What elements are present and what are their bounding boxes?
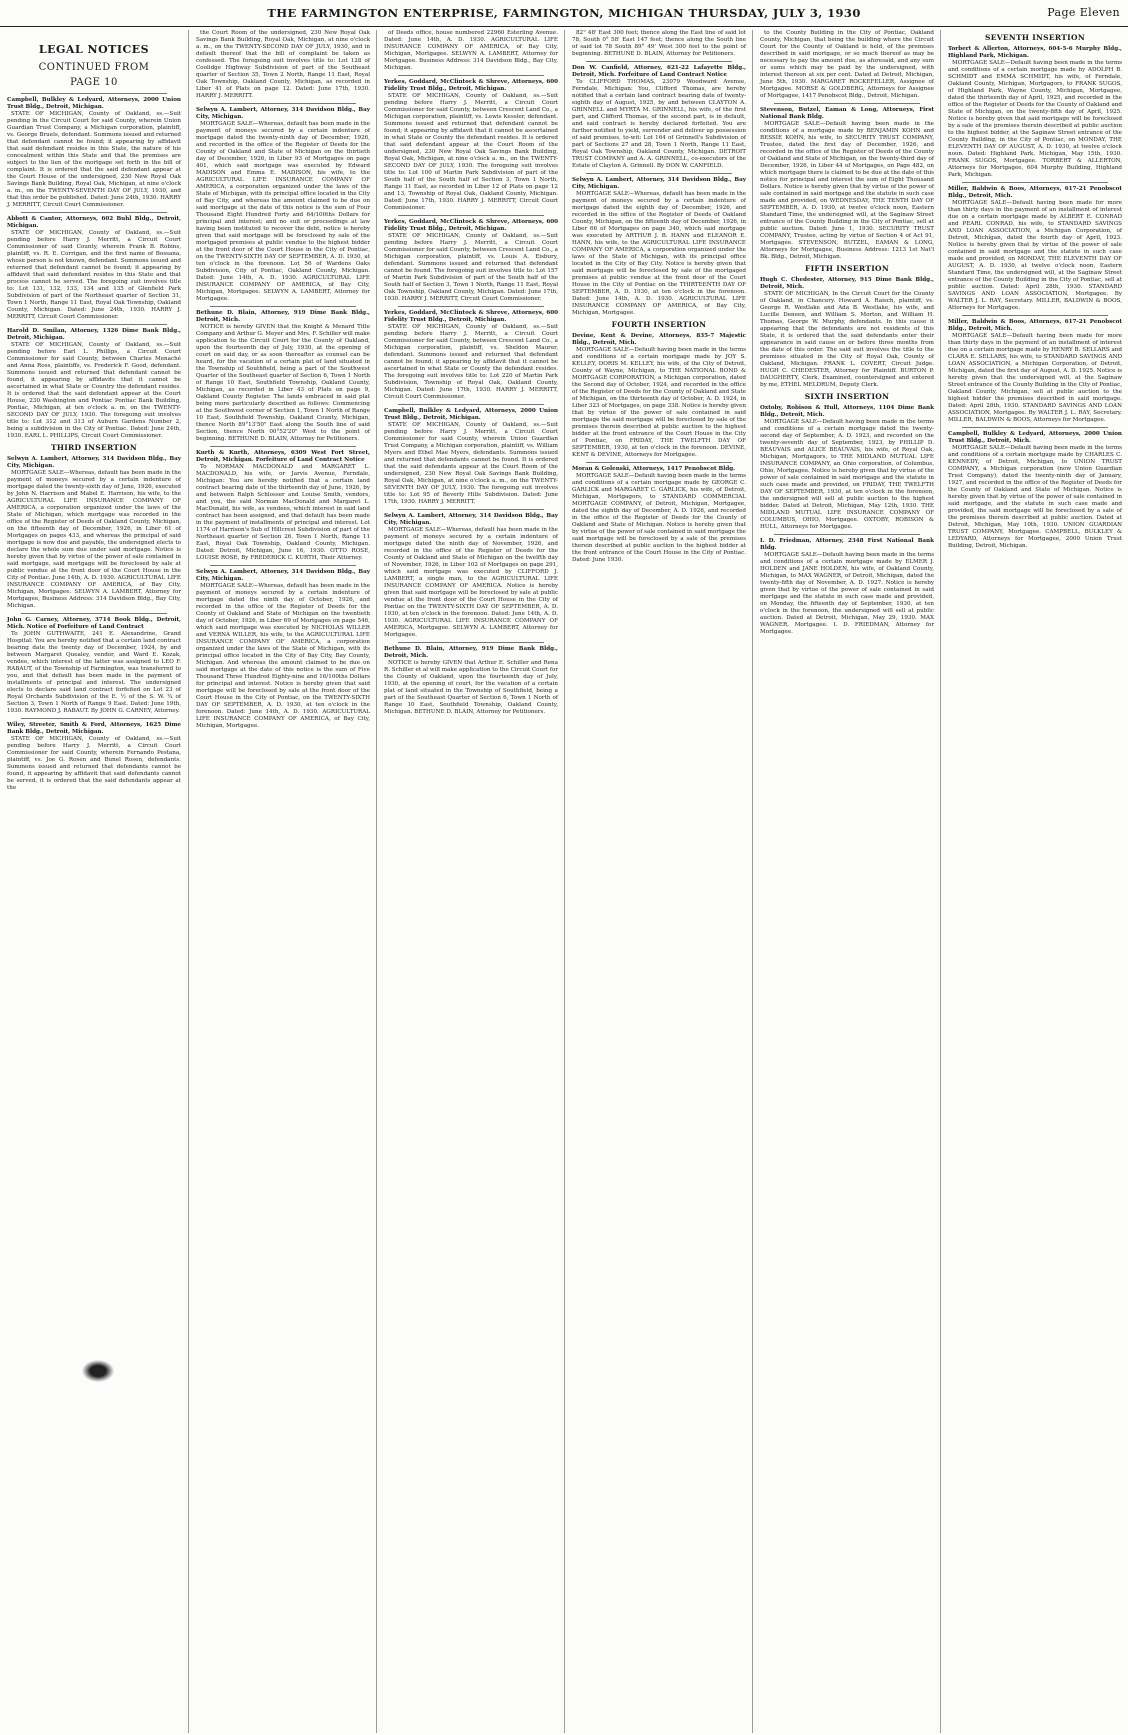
notice-attorney: Campbell, Bulkley & Ledyard, Attorneys, 2000 Union Trust Bldg., Detroit, Michigan. (7, 97, 181, 110)
notice-body: To JOHN GUTHWAITE, 241 E. Alexandrine, Grand Hospital: You are hereby notified that a certain land contract bearing date the twenty day of December, 1924, by and between Margaret Quealey, vendor, and Ward E. Kozak, vendee, which interest of the latter was assigned to LEO F. RABAUT, of the Township of Farmington, was transferred to you, and that default has been made in the payment of installments of principal and interest. The undersigned elects to declare said land contract forfeited on Lot 23 of Royal Orchards Subdivision of the E. ½ of the S. W. ¼ of Section 3, Town 1 North of Range 9 East. Dated: June 19th, 1930. RAYMOND J. RABAUT. By JOHN G. CARNEY, Attorney. (7, 631, 181, 714)
divider (398, 306, 544, 307)
notice-attorney: Moran & Golenski, Attorneys, 1417 Penobscot Bldg. (572, 466, 736, 472)
notice-attorney: Stevenson, Butzel, Eaman & Long, Attorneys, First National Bank Bldg. (760, 107, 934, 120)
insertion-heading: SEVENTH INSERTION (985, 33, 1085, 42)
section-title: LEGAL NOTICES (38, 43, 150, 56)
notice-body: 82° 48' East 300 feet; thence along the East line of said lot 78, South 0° 58' East 147 feet; thence along the South line of said lot 78 South 89° 49' West 300 feet to the point of beginning. BETHUNE D. BLAIN, Attorney for Petitioners. (572, 30, 746, 57)
legal-notice (948, 431, 1122, 550)
notice-body: MORTGAGE SALE—Default having been made in the terms and conditions of a certain mortgage made by JOY S. KELLEY, DORIS M. KELLEY, his wife, of the City of Detroit, County of Wayne, Michigan, to THE NATIONAL BOND & MORTGAGE CORPORATION, a Michigan corporation, dated the Second day of October, 1924, and recorded in the office of the Register of Deeds for the County of Oakland and State of Michigan, on the thirteenth day of October, A. D. 1924, in Liber 323 of Mortgages, on page 338. Notice is hereby given that by virtue of the power of sale contained in said mortgage the said mortgage will be foreclosed by sale of the premises therein described at public auction to the highest bidder at the front entrance of the Court House in the City of Pontiac, on FRIDAY, THE TWELFTH DAY OF SEPTEMBER, 1930, at ten o'clock in the forenoon. DEVINE, KENT & DEVINE, Attorneys for Mortgagee. (572, 347, 746, 458)
legal-notice (572, 333, 746, 459)
legal-notice (760, 538, 934, 636)
legal-notice (760, 30, 934, 100)
legal-notice (384, 310, 558, 401)
legal-notice (760, 107, 934, 261)
legal-notice (384, 646, 558, 716)
divider (21, 212, 167, 213)
divider (21, 93, 167, 94)
legal-notice (7, 216, 181, 321)
notice-attorney: Yerkes, Goddard, McClintock & Shreve, Attorneys, 600 Fidelity Trust Bldg., Detroit, Michigan. (384, 79, 558, 92)
divider (586, 61, 732, 62)
section-subtitle: PAGE 10 (70, 77, 118, 88)
legal-notice (572, 177, 746, 317)
notice-attorney: Torbert & Allerton, Attorneys, 604-5-6 Murphy Bldg., Highland Park, Michigan. (948, 46, 1122, 59)
divider (398, 75, 544, 76)
notice-attorney: Abbott & Cantor, Attorneys, 602 Buhl Bldg., Detroit, Michigan. (7, 216, 181, 229)
notice-body: the Court Room of the undersigned, 230 New Royal Oak Savings Bank Building, Royal Oak, Michigan, at nine o'clock a. m., on the TWENTY-SECOND DAY OF JULY, 1930, and in default thereof that the bill of complaint be taken as confessed. The foregoing suit involves title to: Lot 128 of Coolidge Highway Subdivision of part of the Southeast quarter of Section 35, Town 2 North, Range 11 East, Royal Oak Township, Oakland County, Michigan, as recorded in Liber 41 of Plats on page 12. Dated: June 17th, 1930. HARRY J. MERRITT. (196, 30, 370, 99)
insertion-heading: THIRD INSERTION (50, 443, 138, 452)
divider (962, 315, 1108, 316)
notice-body: MORTGAGE SALE—Whereas, default has been made in the payment of moneys secured by a certain indenture of mortgage dated the ninth day of November, 1926, and recorded in the office of the Register of Deeds for the County of Oakland and State of Michigan on the twelfth day of November, 1926, in Liber 102 of Mortgages on page 291, which said mortgage was executed by CLIFFORD J. LAMBERT, a single man, to the AGRICULTURAL LIFE INSURANCE COMPANY OF AMERICA. Notice is hereby given that said mortgage will be foreclosed by sale at public vendue at the front door of the Court House in the City of Pontiac on the TWENTY-SIXTH DAY OF SEPTEMBER, A. D. 1930, at ten o'clock in the forenoon. Dated: June 14th, A. D. 1930. AGRICULTURAL LIFE INSURANCE COMPANY OF AMERICA, Mortgagee. SELWYN A. LAMBERT, Attorney for Mortgagee. (384, 527, 558, 638)
notice-attorney: Miller, Baldwin & Boos, Attorneys, 617-21 Penobscot Bldg., Detroit, Mich. (948, 319, 1122, 332)
divider (210, 103, 356, 104)
insertion-heading: FIFTH INSERTION (804, 264, 889, 273)
notice-body: of Deeds office, house numbered 22960 Esterling Avenue. Dated: June 14th, A. D. 1930. AGRICULTURAL LIFE INSURANCE COMPANY OF AMERICA, of Bay City, Michigan, Mortgagee. SELWYN A. LAMBERT, Attorney for Mortgagee. Business Address: 314 Davidson Bldg., Bay City, Michigan. (384, 30, 558, 71)
legal-notice (948, 186, 1122, 312)
legal-notice (7, 456, 181, 610)
divider (398, 642, 544, 643)
notice-body: MORTGAGE SALE—Default having been made in the terms and conditions of a certain mortgage made by CHARLES C. KENNEDY, of Detroit, Michigan, to UNION TRUST COMPANY, a Michigan corporation (now Union Guardian Trust Company), dated the twenty-ninth day of January, 1927, and recorded in the office of the Register of Deeds for the County of Oakland and State of Michigan. Notice is hereby given that by virtue of the power of sale contained in said mortgage, and the statute in such case made and provided, the said mortgage will be foreclosed by a sale of the premises therein described at public auction. Dated at Detroit, Michigan, May 10th, 1930. UNION GUARDIAN TRUST COMPANY, Mortgagee. CAMPBELL, BULKLEY & LEDYARD, Attorneys for Mortgagee, 2000 Union Trust Building, Detroit, Michigan. (948, 445, 1122, 549)
legal-notice (384, 30, 558, 72)
notice-body: NOTICE is hereby GIVEN that the Knight & Menard Title Company and Arthur G. Meyer and Mrs. F. Schiller will make application to the Circuit Court for the County of Oakland, upon the fourteenth day of July, 1930, at the opening of court on said day, or as soon thereafter as counsel can be heard, for the vacation of a certain plat of land situated in the Township of Southfield, being a part of the Southwest Quarter of the Southeast quarter of Section 6, Town 1 North of Range 10 East, Southfield Township, Oakland County, Michigan, as recorded in Liber 43 of Plats on page 9, Oakland County Register. The lands embraced in said plat being more particularly described as follows: Commencing at the Southwest corner of Section 1, Town 1 North of Range 10 East, Southfield Township, Oakland County, Michigan, thence North 89°13'50" East along the South line of said Section, thence North 00°52'20" West to the point of beginning. BETHUNE D. BLAIN, Attorney for Petitioners. (196, 324, 370, 442)
notice-body: STATE OF MICHIGAN, County of Oakland, ss.—Suit pending before Harry J. Merritt, a Circuit Court Commissioner for said County, wherein Union Guardian Trust Company, a Michigan corporation, plaintiff, vs. William Myers and Ethel Mae Myers, defendants. Summons issued and returned that defendants cannot be found. It is ordered that the said defendants appear at the Court Room of the undersigned, 230 New Royal Oak Savings Bank Building, Royal Oak, Michigan, at nine o'clock a. m., on the TWENTY-SEVENTH DAY OF JULY, 1930. The foregoing suit involves title to: Lot 95 of Beverly Hills Subdivision. Dated: June 17th, 1930. HARRY J. MERRITT. (384, 422, 558, 505)
divider (21, 718, 167, 719)
notice-body: MORTGAGE SALE—Default having been made in the terms and conditions of a certain mortgage dated the twenty-second day of September, A. D. 1923, and recorded on the twenty-seventh day of September, 1923, by PHILLIP D. BEAUVAIS and ALICE BEAUVAIS, his wife, of Royal Oak, Michigan, Mortgagors, to THE MIDLAND MUTUAL LIFE INSURANCE COMPANY, an Ohio corporation, of Columbus, Ohio, Mortgagee. Notice is hereby given that by virtue of the power of sale contained in said mortgage and the statute in such case made and provided, on FRIDAY, THE TWELFTH DAY OF SEPTEMBER, 1930, at ten o'clock in the forenoon, the undersigned will sell at public auction to the highest bidder. Dated at Detroit, Michigan, May 12th, 1930. THE MIDLAND MUTUAL LIFE INSURANCE COMPANY OF COLUMBUS, OHIO, Mortgagee. OXTOBY, ROBISON & HULL, Attorneys for Mortgagee. (760, 419, 934, 530)
notice-body: STATE OF MICHIGAN, County of Oakland, ss.—Suit pending before Harry J. Merritt, a Circuit Court Commissioner for said County, between Crescent Land Co., a Michigan corporation, plaintiff, vs. Louis A. Eisbury, defendant. Summons issued and returned that defendant cannot be found. The foregoing suit involves title to: Lot 157 of Martin Park Subdivision of part of the South half of the South half of Section 3, Town 1 North, Range 11 East, Royal Oak Township, Oakland County, Michigan. Dated: June 17th, 1930. HARRY J. MERRITT, Circuit Court Commissioner. (384, 233, 558, 302)
notice-body: NOTICE is hereby GIVEN that Arthur E. Schiller and Rena R. Schiller et al will make application to the Circuit Court for the County of Oakland, upon the fourteenth day of July, 1930, at the opening of court, for the vacation of a certain plat of land situated in the Township of Southfield, being a part of the Southeast Quarter of Section 6, Town 1 North of Range 10 East, Southfield Township, Oakland County, Michigan. BETHUNE D. BLAIN, Attorney for Petitioners. (384, 660, 558, 715)
notice-body: MORTGAGE SALE—Default having been made for more than thirty days in the payment of an installment of interest due on a certain mortgage made by HENRY B. SELLARS and CLARA E. SELLARS, his wife, to STANDARD SAVINGS AND LOAN ASSOCIATION, a Michigan Corporation, of Detroit, Michigan, dated the first day of August, A. D. 1925. Notice is hereby given that the undersigned will, at the Saginaw Street entrance of the County Building in the City of Pontiac, Oakland County, Michigan, sell at public auction to the highest bidder the premises described in said mortgage. Dated: April 28th, 1930. STANDARD SAVINGS AND LOAN ASSOCIATION, Mortgagee. By WALTER J. L. RAY, Secretary. MILLER, BALDWIN & BOOS, Attorneys for Mortgagee. (948, 333, 1122, 423)
notice-body: STATE OF MICHIGAN, County of Oakland, ss.—Suit pending in the Circuit Court for said County, wherein Union Guardian Trust Company, a Michigan corporation, plaintiff, vs. George Bruels, defendant. Summons issued and returned that defendant cannot be found; it appearing by affidavit that said defendant resides in this State, the nature of his concealment within this State and that the premises are subject to the lien of the mortgage set forth in the bill of complaint. It is ordered that the said defendant appear at the Court House of the undersigned, 230 New Royal Oak Savings Bank Building, Royal Oak, Michigan, at nine o'clock a. m., on the TWENTY-SEVENTH DAY OF JULY, 1930, and that this order be published. Dated: June 24th, 1930. HARRY J. MERRITT, Circuit Court Commissioner. (7, 111, 181, 208)
notice-attorney: Bethune D. Blain, Attorney, 919 Dime Bank Bldg., Detroit, Mich. (384, 646, 558, 659)
notice-attorney: Selwyn A. Lambert, Attorney, 314 Davidson Bldg., Bay City, Michigan. (384, 513, 558, 526)
column-1 (0, 30, 188, 1733)
legal-notice (7, 722, 181, 792)
column-3 (376, 30, 565, 1733)
page-number: Page Eleven (1047, 6, 1120, 19)
divider (586, 173, 732, 174)
notice-attorney: Campbell, Bulkley & Ledyard, Attorneys, 2000 Union Trust Bldg., Detroit, Michigan. (384, 408, 558, 421)
insertion-heading: FOURTH INSERTION (611, 320, 707, 329)
section-subtitle: CONTINUED FROM (38, 62, 150, 73)
legal-notice (948, 46, 1122, 179)
notice-attorney: Selwyn A. Lambert, Attorney, 314 Davidson Bldg., Bay City, Michigan. (7, 456, 181, 469)
legal-notice (7, 97, 181, 209)
notice-attorney: Yerkes, Goddard, McClintock & Shreve, Attorneys, 600 Fidelity Trust Bldg., Detroit, Michigan. (384, 219, 558, 232)
divider (210, 446, 356, 447)
notice-attorney: Selwyn A. Lambert, Attorney, 314 Davidson Bldg., Bay City, Michigan. (196, 107, 370, 120)
notice-body: To NORMAN MACDONALD and MARGARET L. MACDONALD, his wife, or Jarvis Avenue, Ferndale, Michigan: You are hereby notified that a certain land contract bearing date of the thirteenth day of June, 1926, by and between Ralph Schlosser and Louise Smith, vendors, and you, the said Norman MacDonald and Margaret L. MacDonald, his wife, as vendees, which interest in said land contract has been assigned, and that default has been made in the payment of installments of principal and interest. Lot 1174 of Harrison's Sub of Hillcrest Subdivision of part of the Northeast quarter of Section 26, Town 1 North, Range 11 East, Royal Oak Township, Oakland County, Michigan. Dated: Detroit, Michigan, June 16, 1930. OTTO ROSE, LOUISE ROSE, By FREDERICK C. KURTH, Their Attorney. (196, 464, 370, 561)
legal-notice (384, 79, 558, 212)
notice-attorney: Wiley, Streeter, Smith & Ford, Attorneys, 1625 Dime Bank Bldg., Detroit, Michigan. (7, 722, 181, 735)
notice-attorney: Miller, Baldwin & Boos, Attorneys, 617-21 Penobscot Bldg., Detroit, Mich. (948, 186, 1122, 199)
column-4 (564, 30, 753, 1733)
notice-attorney: John G. Carney, Attorney, 3714 Book Bldg., Detroit, Mich. Notice of Forfeiture of Land Contract (7, 617, 181, 630)
divider (398, 215, 544, 216)
legal-notice (760, 277, 934, 389)
notice-attorney: Don W. Canfield, Attorney, 621-22 Lafayette Bldg., Detroit, Mich. Forfeiture of Land Contract Notice (572, 65, 746, 78)
notice-attorney: Hugh C. Chedester, Attorney, 915 Dime Bank Bldg., Detroit, Mich. (760, 277, 934, 290)
notice-body: STATE OF MICHIGAN, In the Circuit Court for the County of Oakland, in Chancery. Howard A. Raisch, plaintiff, vs. George R. Westlake and Ada B. Westlake, his wife, and Lucille Deneen, and William S. Morton, and William H. Thomas, George W. Murphy, defendants. In this cause it appearing that the defendants are not residents of this State, it is ordered that the said defendants enter their appearance in said cause on or before three months from the date of this order. The said suit involves the title to the premises situated in the City of Royal Oak, County of Oakland, Michigan. FRANK L. COVERT, Circuit Judge. HUGH C. CHEDESTER, Attorney for Plaintiff. BURTON P. DAUGHERTY, Clerk. Examined, countersigned and entered by me, ETHEL MELDRUM, Deputy Clerk. (760, 291, 934, 388)
notice-attorney: Selwyn A. Lambert, Attorney, 314 Davidson Bldg., Bay City, Michigan. (572, 177, 746, 190)
notice-body: MORTGAGE SALE—Default having been made for more than thirty days in the payment of an installment of interest due on a certain mortgage made by ALBERT E. CONRAD and PEARL CONRAD, his wife, to STANDARD SAVINGS AND LOAN ASSOCIATION, a Michigan Corporation, of Detroit, Michigan, dated the fourth day of April, 1923. Notice is hereby given that by virtue of the power of sale contained in said mortgage and the statute in such case made and provided, on MONDAY, THE ELEVENTH DAY OF AUGUST, A. D. 1930, at twelve o'clock noon, Eastern Standard Time, the undersigned will, at the Saginaw Street entrance of the County Building in the City of Pontiac, sell at public auction. Dated: April 28th, 1930. STANDARD SAVINGS AND LOAN ASSOCIATION, Mortgagee. By WALTER J. L. RAY, Secretary. MILLER, BALDWIN & BOOS, Attorneys for Mortgagee. (948, 200, 1122, 311)
divider (210, 565, 356, 566)
notice-attorney: Devine, Kent & Devine, Attorneys, 835-7 Majestic Bldg., Detroit, Mich. (572, 333, 746, 346)
notice-body: MORTGAGE SALE—Whereas, default has been made in the payment of moneys secured by a certain indenture of mortgage dated the twenty-sixth day of June, 1926, executed by John N. Harrison and Mabel E. Harrison, his wife, to the AGRICULTURAL LIFE INSURANCE COMPANY OF AMERICA, a corporation organized under the laws of the State of Michigan, which mortgage was recorded in the office of the Register of Deeds of Oakland County, Michigan, on the fifteenth day of December, 1926, in Liber 61 of Mortgages on pages 433, and whereas the principal of said mortgage is now due and payable, the undersigned elects to declare the whole sum due under said mortgage. Notice is hereby given that by virtue of the power of sale contained in said mortgage, said mortgage will be foreclosed by sale at public vendue at the front door of the Court House in the City of Pontiac. June 14th, A. D. 1930. AGRICULTURAL LIFE INSURANCE COMPANY OF AMERICA, of Bay City, Michigan, Mortgagee. SELWYN A. LAMBERT, Attorney for Mortgagee, Business Address: 314 Davidson Bldg., Bay City, Michigan. (7, 470, 181, 609)
legal-notice (7, 617, 181, 715)
insertion-heading: SIXTH INSERTION (804, 392, 890, 401)
legal-notice (572, 65, 746, 170)
divider (774, 534, 920, 535)
divider (398, 509, 544, 510)
legal-notice (572, 30, 746, 58)
divider (21, 324, 167, 325)
notice-attorney: I. D. Friedman, Attorney, 2348 First National Bank Bldg. (760, 538, 934, 551)
notice-body: MORTGAGE SALE—Default having been made in the terms and conditions of a certain mortgage made by GEORGE C. GARLICK and MARGARET C. GARLICK, his wife, of Detroit, Michigan, Mortgagors, to STANDARD COMMERCIAL MORTGAGE COMPANY, of Detroit, Michigan, Mortgagee, dated the eighth day of December, A. D. 1926, and recorded in the office of the Register of Deeds for the County of Oakland and State of Michigan. Notice is hereby given that by virtue of the power of sale contained in said mortgage the said mortgage will be foreclosed by a sale of the premises therein described at public auction to the highest bidder at the front entrance of the Court House in the City of Pontiac. Dated: June 1930. (572, 473, 746, 563)
legal-notice (196, 450, 370, 562)
notice-body: To CLIFFORD THOMAS, 23079 Woodward Avenue, Ferndale, Michigan: You, Clifford Thomas, are hereby notified that a certain land contract bearing date of twenty-eighth day of August, 1925, by and between CLAYTON A. GRINNELL and MYRTA M. GRINNELL, his wife, of the first part, and Clifford Thomas, of the second part, is in default, and said contract is hereby declared forfeited. You are further notified to yield, surrender and deliver up possession of said premises, to-wit: Lot 164 of Grinnell's Subdivision of part of Sections 27 and 28, Town 1 North, Range 11 East, Royal Oak Township, Oakland County, Michigan. DETROIT TRUST COMPANY and A. A. GRINNELL, co-executors of the Estate of Clayton A. Grinnell. By DON W. CANFIELD. (572, 79, 746, 169)
notice-attorney: Harold D. Smilan, Attorney, 1326 Dime Bank Bldg., Detroit, Michigan. (7, 328, 181, 341)
column-5 (752, 30, 941, 1733)
column-6 (940, 30, 1128, 1733)
legal-notice (384, 408, 558, 506)
notice-attorney: Yerkes, Goddard, McClintock & Shreve, Attorneys, 600 Fidelity Trust Bldg., Detroit, Michigan. (384, 310, 558, 323)
notice-attorney: Selwyn A. Lambert, Attorney, 314 Davidson Bldg., Bay City, Michigan. (196, 569, 370, 582)
divider (586, 462, 732, 463)
legal-notice (196, 107, 370, 303)
legal-notice (196, 310, 370, 443)
ink-blot (82, 1360, 114, 1382)
notice-body: MORTGAGE SALE—Whereas, default has been made in the payment of moneys secured by a certain indenture of mortgage dated the eighth day of December, 1926, and recorded in the office of the Register of Deeds of Oakland County, Michigan, on the fifteenth day of December, 1926, in Liber 66 of Mortgages on page 340, which said mortgage was executed by ARTHUR J. B. HANN and ELEANOR E. HANN, his wife, to the AGRICULTURAL LIFE INSURANCE COMPANY OF AMERICA, a corporation organized under the laws of the State of Michigan, with its principal office located in the City of Bay City. Notice is hereby given that said mortgage will be foreclosed by sale of the mortgaged premises at public vendue at the front door of the Court House in the City of Pontiac on the THIRTEENTH DAY OF SEPTEMBER, A. D. 1930, at ten o'clock in the forenoon. Dated: June 14th, A. D. 1930. AGRICULTURAL LIFE INSURANCE COMPANY OF AMERICA, of Bay City, Michigan, Mortgagee. (572, 191, 746, 316)
notice-body: STATE OF MICHIGAN, County of Oakland, ss.—Suit pending before Harry J. Merritt, a Circuit Court Commissioner for said County, between Crescent Land Co., a Michigan corporation, plaintiff, vs. Sheldon Maurer, defendant. Summons issued and returned that defendant cannot be found; it appearing by affidavit that it cannot be ascertained in what State or County the defendant resides. The foregoing suit involves title to: Lot 220 of Martin Park Subdivision, Township of Royal Oak, Oakland County, Michigan. Dated: June 17th, 1930. HARRY J. MERRITT, Circuit Court Commissioner. (384, 324, 558, 400)
notice-body: MORTGAGE SALE—Default having been made in the terms and conditions of a certain mortgage made by ELMER J. HOLDEN and JANE HOLDEN, his wife, of Oakland County, Michigan, to MAX WAGNER, of Detroit, Michigan, dated the twenty-fifth day of November, A. D. 1927. Notice is hereby given that by virtue of the power of sale contained in said mortgage and the statute in such case made and provided, on Monday, the fifteenth day of September, 1930, at ten o'clock in the forenoon, the undersigned will sell at public auction. Dated at Detroit, Michigan, May 29, 1930. MAX WAGNER, Mortgagee. I. D. FRIEDMAN, Attorney for Mortgagee. (760, 552, 934, 635)
legal-notice (384, 513, 558, 639)
notice-attorney: Bethune D. Blain, Attorney, 919 Dime Bank Bldg., Detroit, Mich. (196, 310, 370, 323)
divider (21, 613, 167, 614)
notice-attorney: Campbell, Bulkley & Ledyard, Attorneys, 2000 Union Trust Bldg., Detroit, Mich. (948, 431, 1122, 444)
divider (210, 306, 356, 307)
legal-notice (196, 30, 370, 100)
legal-notice (7, 328, 181, 440)
legal-notice (948, 319, 1122, 424)
notice-body: to the County Building in the City of Pontiac, Oakland County, Michigan, that being the building where the Circuit Court for the County of Oakland is held, of the premises described in said mortgage, or so much thereof as may be necessary to pay the amount due, as aforesaid, and any sum or sums which may be paid by the undersigned, with interest thereon at six per cent. Dated at Detroit, Michigan, June 5th, 1930. MARGARET ROCKEFELLER, Assignee of Mortgagee. MORSE & GOLDBERG, Attorneys for Assignee of Mortgagee, 1417 Penobscot Bldg., Detroit, Michigan. (760, 30, 934, 99)
legal-notice (196, 569, 370, 730)
masthead-title: THE FARMINGTON ENTERPRISE, FARMINGTON, MICHIGAN THURSDAY, JULY 3, 1930 (267, 6, 861, 20)
divider (774, 103, 920, 104)
notice-body: STATE OF MICHIGAN, County of Oakland, ss.—Suit pending before Harry J. Merritt, a Circuit Court Commissioner for said County, wherein Fernando Pestana, plaintiff, vs. Joe G. Rosen and Bunel Rosen, defendants. Summons issued and returned that defendants cannot be found, it appearing by affidavit that said defendants cannot be served, it is ordered that the said defendants appear at the (7, 736, 181, 791)
notice-body: STATE OF MICHIGAN, County of Oakland, ss.—Suit pending before Earl L. Phillips, a Circuit Court Commissioner for said County, between Charles Menaché and Anna Ross, plaintiffs, vs. Frederick F. Good, defendant. Summons issued and returned that defendant cannot be found, it appearing by affidavits that it cannot be ascertained in what State or Country the defendant resides. It is ordered that the said defendant appear at the Court House, 230 Washington and Pontiac Pontiac Bank Building, Pontiac, Michigan, at ten o'clock a. m. on the TWENTY-SECOND DAY OF JULY, 1930. The foregoing suit involves title to: Lot 312 and 313 of Auburn Gardens Number 2, being a subdivision in the City of Pontiac. Dated: June 24th, 1930. EARL L. PHILLIPS, Circuit Court Commissioner. (7, 342, 181, 439)
divider (398, 404, 544, 405)
divider (962, 182, 1108, 183)
notice-body: MORTGAGE SALE—Default having been made in the terms and conditions of a certain mortgage made by ADOLPH B. SCHMIDT and EMMA SCHMIDT, his wife, of Ferndale, Oakland County, Michigan, Mortgagors, to FRANK SUGOS, of Highland Park, Wayne County, Michigan, Mortgagee, dated the thirteenth day of April, 1925, and recorded in the office of the Register of Deeds for the County of Oakland and State of Michigan, on the twenty-fifth day of April, 1925. Notice is hereby given that said mortgage will be foreclosed by a sale of the premises therein described at public auction to the highest bidder, at the Saginaw Street entrance of the County Building, in the City of Pontiac, on MONDAY, THE ELEVENTH DAY OF AUGUST, A. D. 1930, at twelve o'clock noon. Dated: Highland Park, Michigan, May 15th, 1930. FRANK SUGOS, Mortgagee. TORBERT & ALLERTON, Attorneys for Mortgagee, 604 Murphy Building, Highland Park, Michigan. (948, 60, 1122, 178)
notice-body: MORTGAGE SALE—Whereas, default has been made in the payment of moneys secured by a certain indenture of mortgage dated the ninth day of October, 1926, and recorded in the office of the Register of Deeds for the County of Oakland and State of Michigan on the twentieth day of October, 1926, in Liber 69 of Mortgages on page 546, which said mortgage was executed by NICHOLAS WILLER and VERNA WILLER, his wife, to the AGRICULTURAL LIFE INSURANCE COMPANY OF AMERICA, a corporation organized under the laws of the State of Michigan, with its principal office located in the City of Bay City, Bay County, Michigan. And whereas the amount claimed to be due on said mortgage at the date of this notice is the sum of Five Thousand Three Hundred Eighty-nine and 16/100ths Dollars for principal and interest. Notice is hereby given that said mortgage will be foreclosed by sale at the front door of the Court House in the City of Pontiac, on the TWENTY-SIXTH DAY OF SEPTEMBER, A. D. 1930, at ten o'clock in the forenoon. Dated: June 14th, A. D. 1930. AGRICULTURAL LIFE INSURANCE COMPANY OF AMERICA, of Bay City, Michigan, Mortgagee. (196, 583, 370, 729)
legal-notice (760, 405, 934, 531)
legal-notice (384, 219, 558, 303)
notice-body: STATE OF MICHIGAN, County of Oakland, ss.—Suit pending before Harry J. Merritt, a Circuit Court Commissioner of said County, wherein Frank B. Robins, plaintiff, vs. R. E. Corrigan, and the first name of Bossana, whose person is not known, defendant. Summons issued and returned that defendant cannot be found; it appearing by affidavit that said defendant resides in this State and that process cannot be served. The foregoing suit involves title to: Lot 131, 132, 133, 134 and 135 of Glenfield Park Subdivision of part of the Northeast quarter of Section 31, Town 1 North, Range 11 East, Royal Oak Township, Oakland County, Michigan. Dated: June 24th, 1930. HARRY J. MERRITT, Circuit Court Commissioner. (7, 230, 181, 320)
notice-attorney: Oxtoby, Robison & Hull, Attorneys, 1104 Dime Bank Bldg., Detroit, Mich. (760, 405, 934, 418)
divider (962, 427, 1108, 428)
notice-attorney: Kurth & Kurth, Attorneys, 6309 West Fort Street, Detroit, Michigan. Forfeiture of Land Contract Notice (196, 450, 370, 463)
notice-body: MORTGAGE SALE—Default having been made in the conditions of a mortgage made by BENJAMIN KOHN and BESSIE KOHN, his wife, to SECURITY TRUST COMPANY, Trustee, dated the first day of December, 1926, and recorded in the office of the Register of Deeds of the County of Oakland and State of Michigan, on the twenty-third day of December, 1926, in Liber 44 of Mortgages, on Page 482, on which mortgage there is claimed to be due at the date of this notice for principal and interest the sum of Eight Thousand Dollars. Notice is hereby given that by virtue of the power of sale contained in said mortgage and the statute in such case made and provided, on WEDNESDAY, THE TENTH DAY OF SEPTEMBER, A. D. 1930, at twelve o'clock noon, Eastern Standard Time, the undersigned will, at the Saginaw Street entrance of the County Building in the City of Pontiac, sell at public auction. Dated: June 1, 1930. SECURITY TRUST COMPANY, Trustee, acting by virtue of Section 4 of Act 91, Mortgagee. STEVENSON, BUTZEL, EAMAN & LONG, Attorneys for Mortgagee, Business Address: 1213 1st Nat'l Bk. Bldg., Detroit, Michigan. (760, 121, 934, 260)
legal-notice (572, 466, 746, 564)
column-2 (188, 30, 377, 1733)
notice-body: MORTGAGE SALE—Whereas, default has been made in the payment of moneys secured by a certain indenture of mortgage dated the twenty-ninth day of December, 1926, and recorded in the office of the Register of Deeds for the County of Oakland and State of Michigan on the thirtieth day of December, 1926, in Liber 93 of Mortgages on page 401, which said mortgage was executed by Edward MADISON and Emma E. MADISON, his wife, to the AGRICULTURAL LIFE INSURANCE COMPANY OF AMERICA, a corporation organized under the laws of the State of Michigan, with its principal office located in the City of Bay City, and whereas the amount claimed to be due on said mortgage at the date of this notice is the sum of Four Thousand Eight Hundred Forty and 64/100ths Dollars for principal and interest; and no suit or proceedings at law having been instituted to recover the debt, notice is hereby given that said mortgage will be foreclosed by sale of the mortgaged premises at public vendue to the highest bidder at the front door of the Court House in the City of Pontiac, on the TWENTY-SIXTH DAY OF SEPTEMBER, A. D. 1930, at ten o'clock in the forenoon. Lot 56 of Wardens Oaks Subdivision, City of Pontiac, Oakland County, Michigan. Dated: June 14th, A. D. 1930. AGRICULTURAL LIFE INSURANCE COMPANY OF AMERICA, of Bay City, Michigan, Mortgagee. SELWYN A. LAMBERT, Attorney for Mortgagee. (196, 121, 370, 302)
masthead (0, 0, 1128, 27)
notice-body: STATE OF MICHIGAN, County of Oakland, ss.—Suit pending before Harry J. Merritt, a Circuit Court Commissioner for said County, between Crescent Land Co., a Michigan corporation, plaintiff, vs. Lewis Kessler, defendant. Summons issued and returned that defendant cannot be found; it appearing by affidavit that it cannot be ascertained in what State or County the defendant resides. It is ordered that said defendant appear at the Court Room of the undersigned, 230 New Royal Oak Savings Bank Building, Royal Oak, Michigan, at nine o'clock a. m., on the TWENTY-SECOND DAY OF JULY, 1930. The foregoing suit involves title to: Lot 100 of Martin Park Subdivision of part of the South half of the South half of Section 3, Town 1 North, Range 11 East, as recorded in Liber 12 of Plats on page 12 and 13, Township of Royal Oak, Oakland County, Michigan. Dated: June 17th, 1930. HARRY J. MERRITT, Circuit Court Commissioner. (384, 93, 558, 211)
